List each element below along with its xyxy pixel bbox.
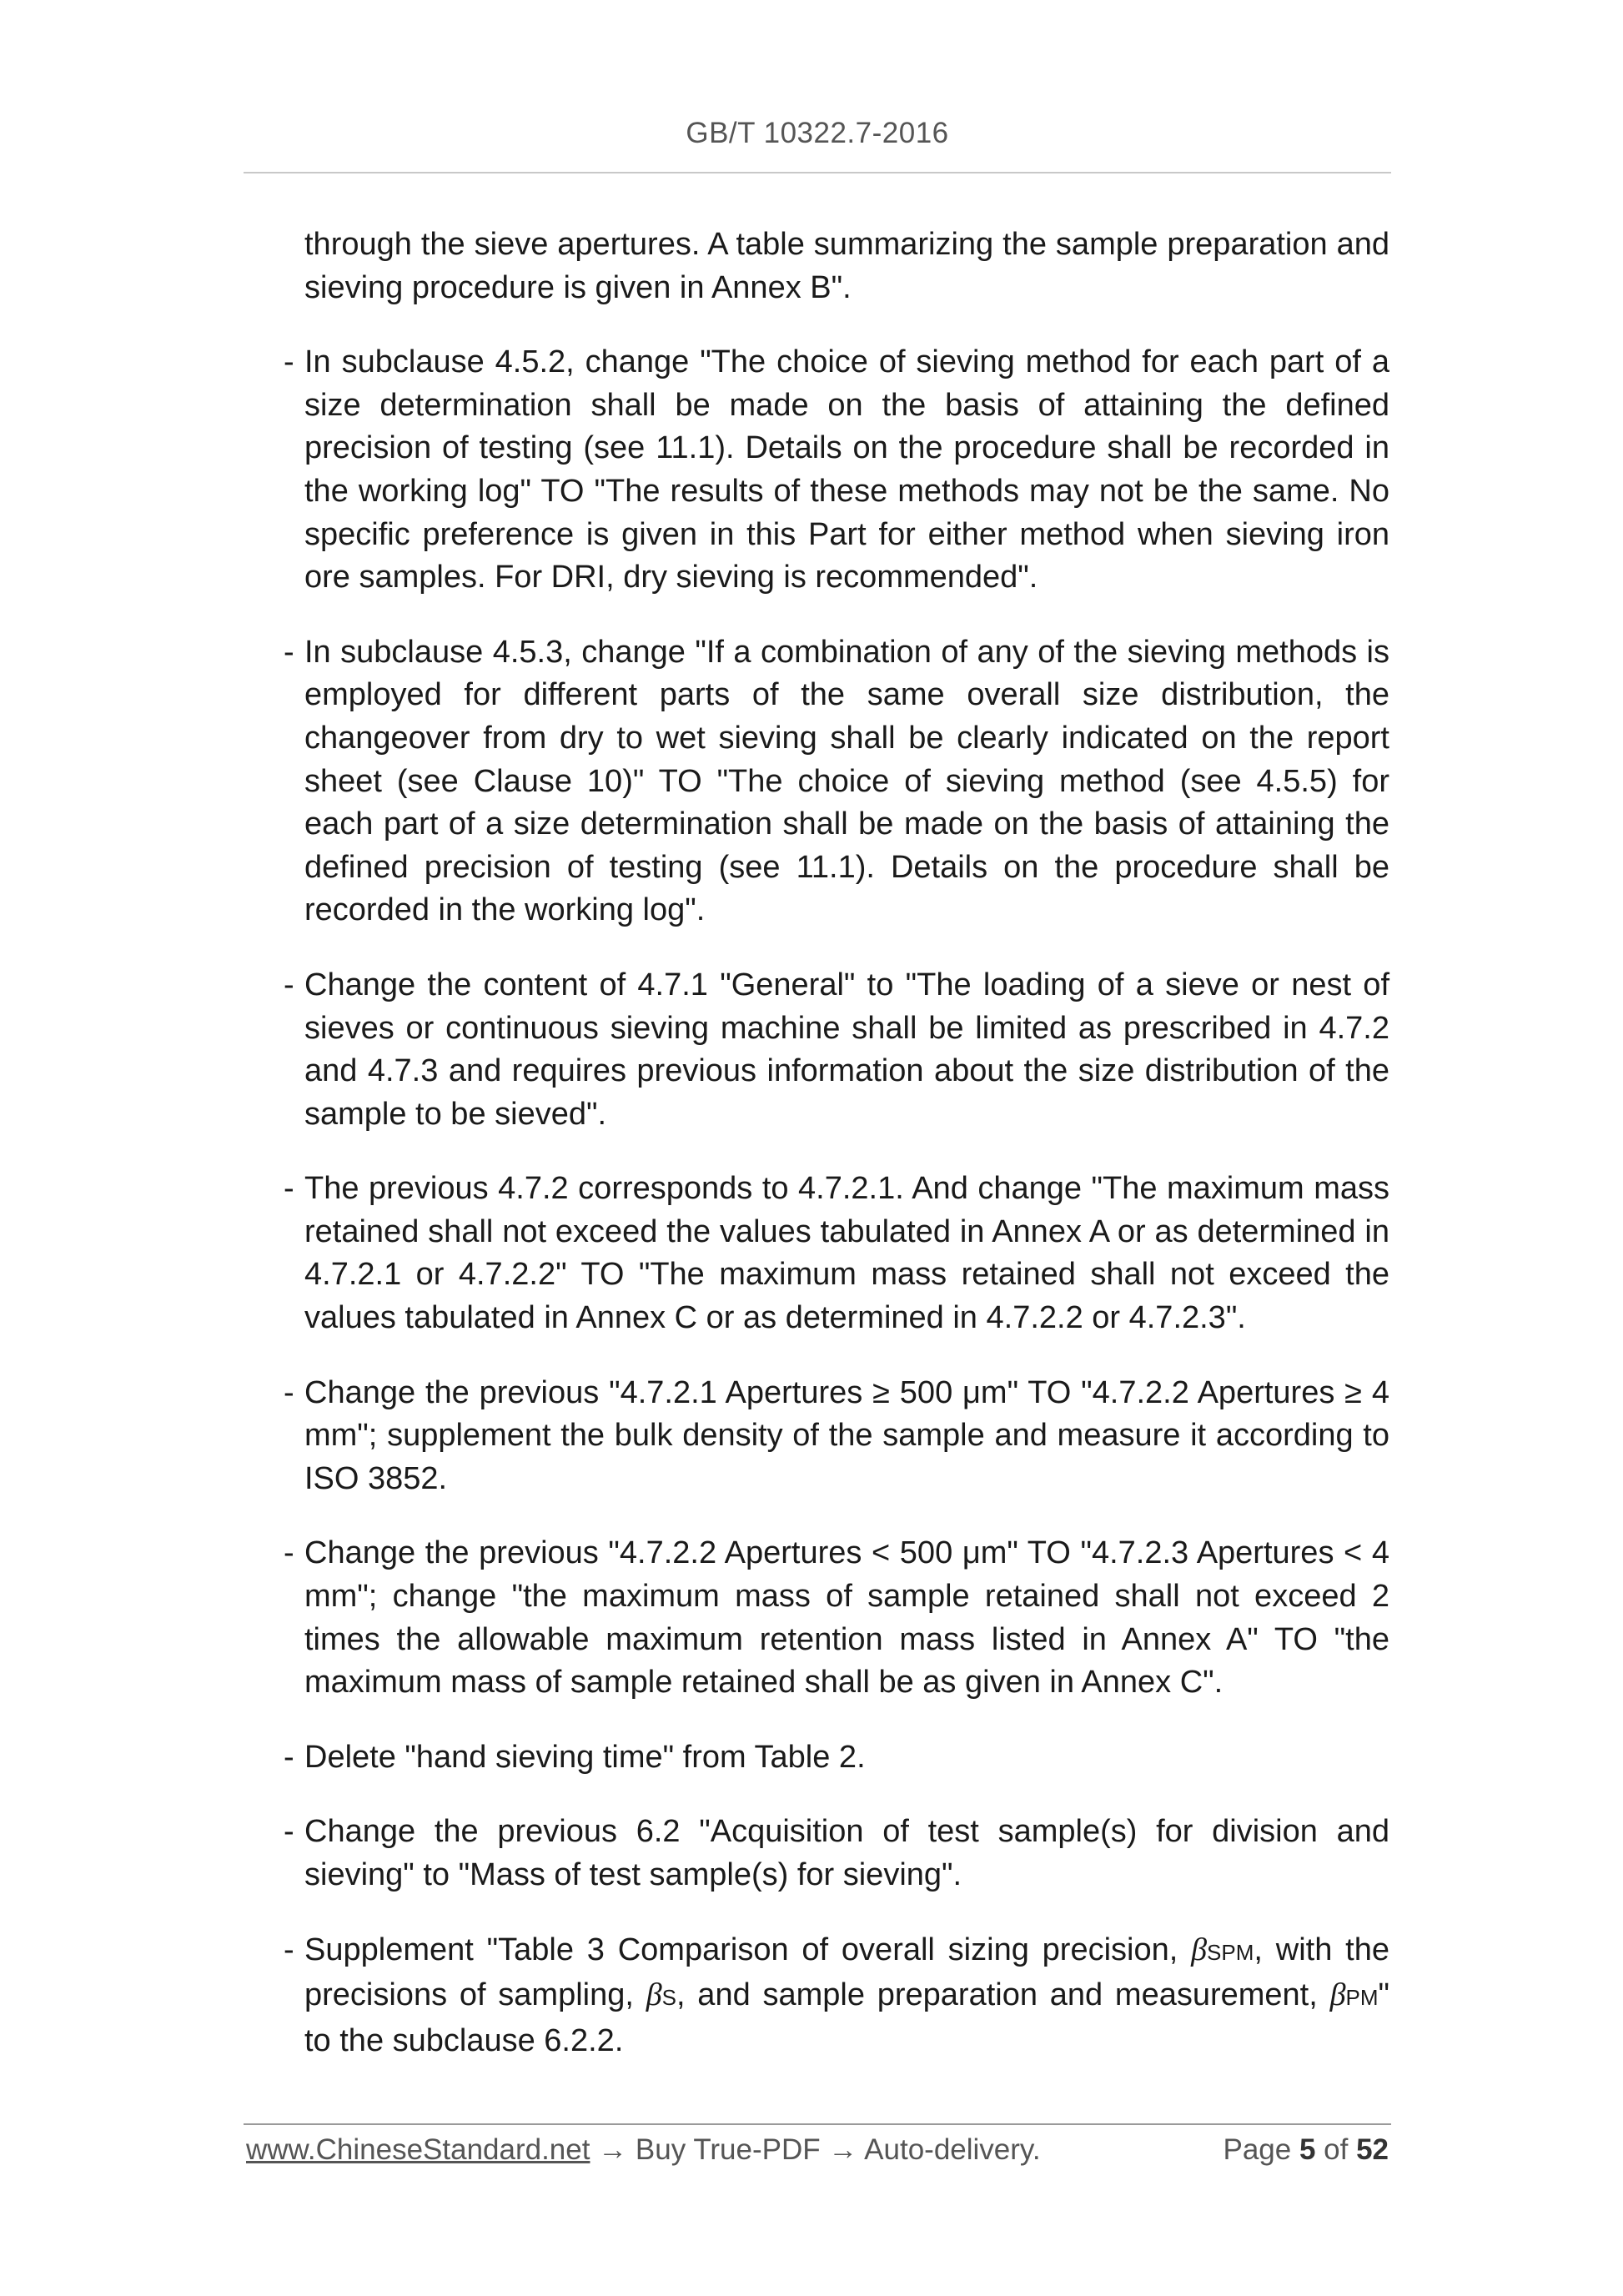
beta-symbol: β	[1191, 1932, 1208, 1967]
list-item	[284, 631, 1389, 932]
header-divider	[244, 172, 1391, 173]
footer-left	[246, 2133, 1041, 2167]
list-item-text: The previous 4.7.2 corresponds to 4.7.2.1. And change "The maximum mass retained shall not exceed the values tabulated in Annex A or as determined in 4.7.2.1 or 4.7.2.2" TO "The maximum mass retained shall not exceed the values tabulated in Annex C or as determined in 4.7.2.2 or 4.7.2.3".	[304, 1171, 1389, 1336]
list-dash: -	[284, 1932, 294, 1967]
list-item-text: " to the subclause 6.2.2.	[304, 1977, 1389, 2058]
list-dash: -	[284, 344, 294, 380]
list-item	[284, 1532, 1389, 1704]
list-item	[284, 964, 1389, 1136]
list-item	[284, 1168, 1389, 1339]
list-dash: -	[284, 634, 294, 670]
document-body	[284, 224, 1389, 2094]
beta-subscript-pm: PM	[1345, 1985, 1379, 2011]
continuation-paragraph: through the sieve apertures. A table summarizing the sample preparation and sieving procedure is given in Annex B".	[304, 227, 1389, 305]
list-item-text: Change the previous "4.7.2.2 Apertures < 500 μm" TO "4.7.2.3 Apertures < 4 mm"; change "the maximum mass of sample retained shall not exceed 2 times the allowable maximum retention mass listed in Annex A" TO "the maximum mass of sample retained shall be as given in Annex C".	[304, 1535, 1389, 1701]
footer-divider	[244, 2123, 1391, 2125]
list-dash: -	[284, 967, 294, 1002]
page-header-title: GB/T 10322.7-2016	[686, 117, 949, 149]
list-item-text: Delete "hand sieving time" from Table 2.	[304, 1739, 866, 1775]
list-item	[284, 341, 1389, 600]
beta-subscript-spm: SPM	[1207, 1939, 1254, 1965]
list-item	[284, 1372, 1389, 1501]
total-pages: 52	[1356, 2133, 1389, 2166]
list-item-text: In subclause 4.5.3, change "If a combination of any of the sieving methods is employed for different parts of the same overall size distribution, the changeover from dry to wet sieving shall be clearly indicated on the report sheet (see Clause 10)" TO "The choice of sieving method (see 4.5.5) for each part of a size determination shall be made on the basis of attaining the defined precision of testing (see 11.1). Details on the procedure shall be recorded in the working log".	[304, 634, 1389, 928]
beta-symbol: β	[1329, 1977, 1346, 2013]
website-link[interactable]: www.ChineseStandard.net	[246, 2133, 590, 2166]
list-item-text: , with the precisions of sampling,	[304, 1932, 1389, 2013]
list-dash: -	[284, 1535, 294, 1571]
list-dash: -	[284, 1814, 294, 1850]
beta-symbol: β	[646, 1977, 662, 2013]
beta-subscript-s: S	[661, 1985, 676, 2011]
list-item-text: Change the previous 6.2 "Acquisition of test sample(s) for division and sieving" to "Mass of test sample(s) for sieving".	[304, 1814, 1389, 1892]
list-dash: -	[284, 1374, 294, 1410]
list-item-text: In subclause 4.5.2, change "The choice of sieving method for each part of a size determination shall be made on the basis of attaining the defined precision of testing (see 11.1). Details on the procedure shall be recorded in the working log" TO "The results of these methods may not be the same. No specific preference is given in this Part for either method when sieving iron ore samples. For DRI, dry sieving is recommended".	[304, 344, 1389, 595]
list-item-text: Supplement "Table 3 Comparison of overall sizing precision,	[304, 1932, 1192, 1967]
list-item-text: Change the content of 4.7.1 "General" to "The loading of a sieve or nest of sieves or continuous sieving machine shall be limited as prescribed in 4.7.2 and 4.7.3 and requires previous information about the size distribution of the sample to be sieved".	[304, 967, 1389, 1132]
list-item-text: Change the previous "4.7.2.1 Apertures ≥ 500 μm" TO "4.7.2.2 Apertures ≥ 4 mm"; supplement the bulk density of the sample and measure it according to ISO 3852.	[304, 1374, 1389, 1496]
list-item-text: , and sample preparation and measurement,	[676, 1977, 1330, 2013]
list-item	[284, 1736, 1389, 1780]
of-label: of	[1315, 2133, 1357, 2166]
page-number-indicator	[1223, 2133, 1389, 2167]
buy-text: → Buy True-PDF → Auto-delivery.	[590, 2133, 1041, 2166]
page-label: Page	[1223, 2133, 1299, 2166]
list-item	[284, 1811, 1389, 1897]
list-item-supplement	[284, 1929, 1389, 2063]
page-footer	[246, 2133, 1389, 2167]
list-dash: -	[284, 1171, 294, 1207]
page-number: 5	[1299, 2133, 1316, 2166]
list-dash: -	[284, 1739, 294, 1775]
